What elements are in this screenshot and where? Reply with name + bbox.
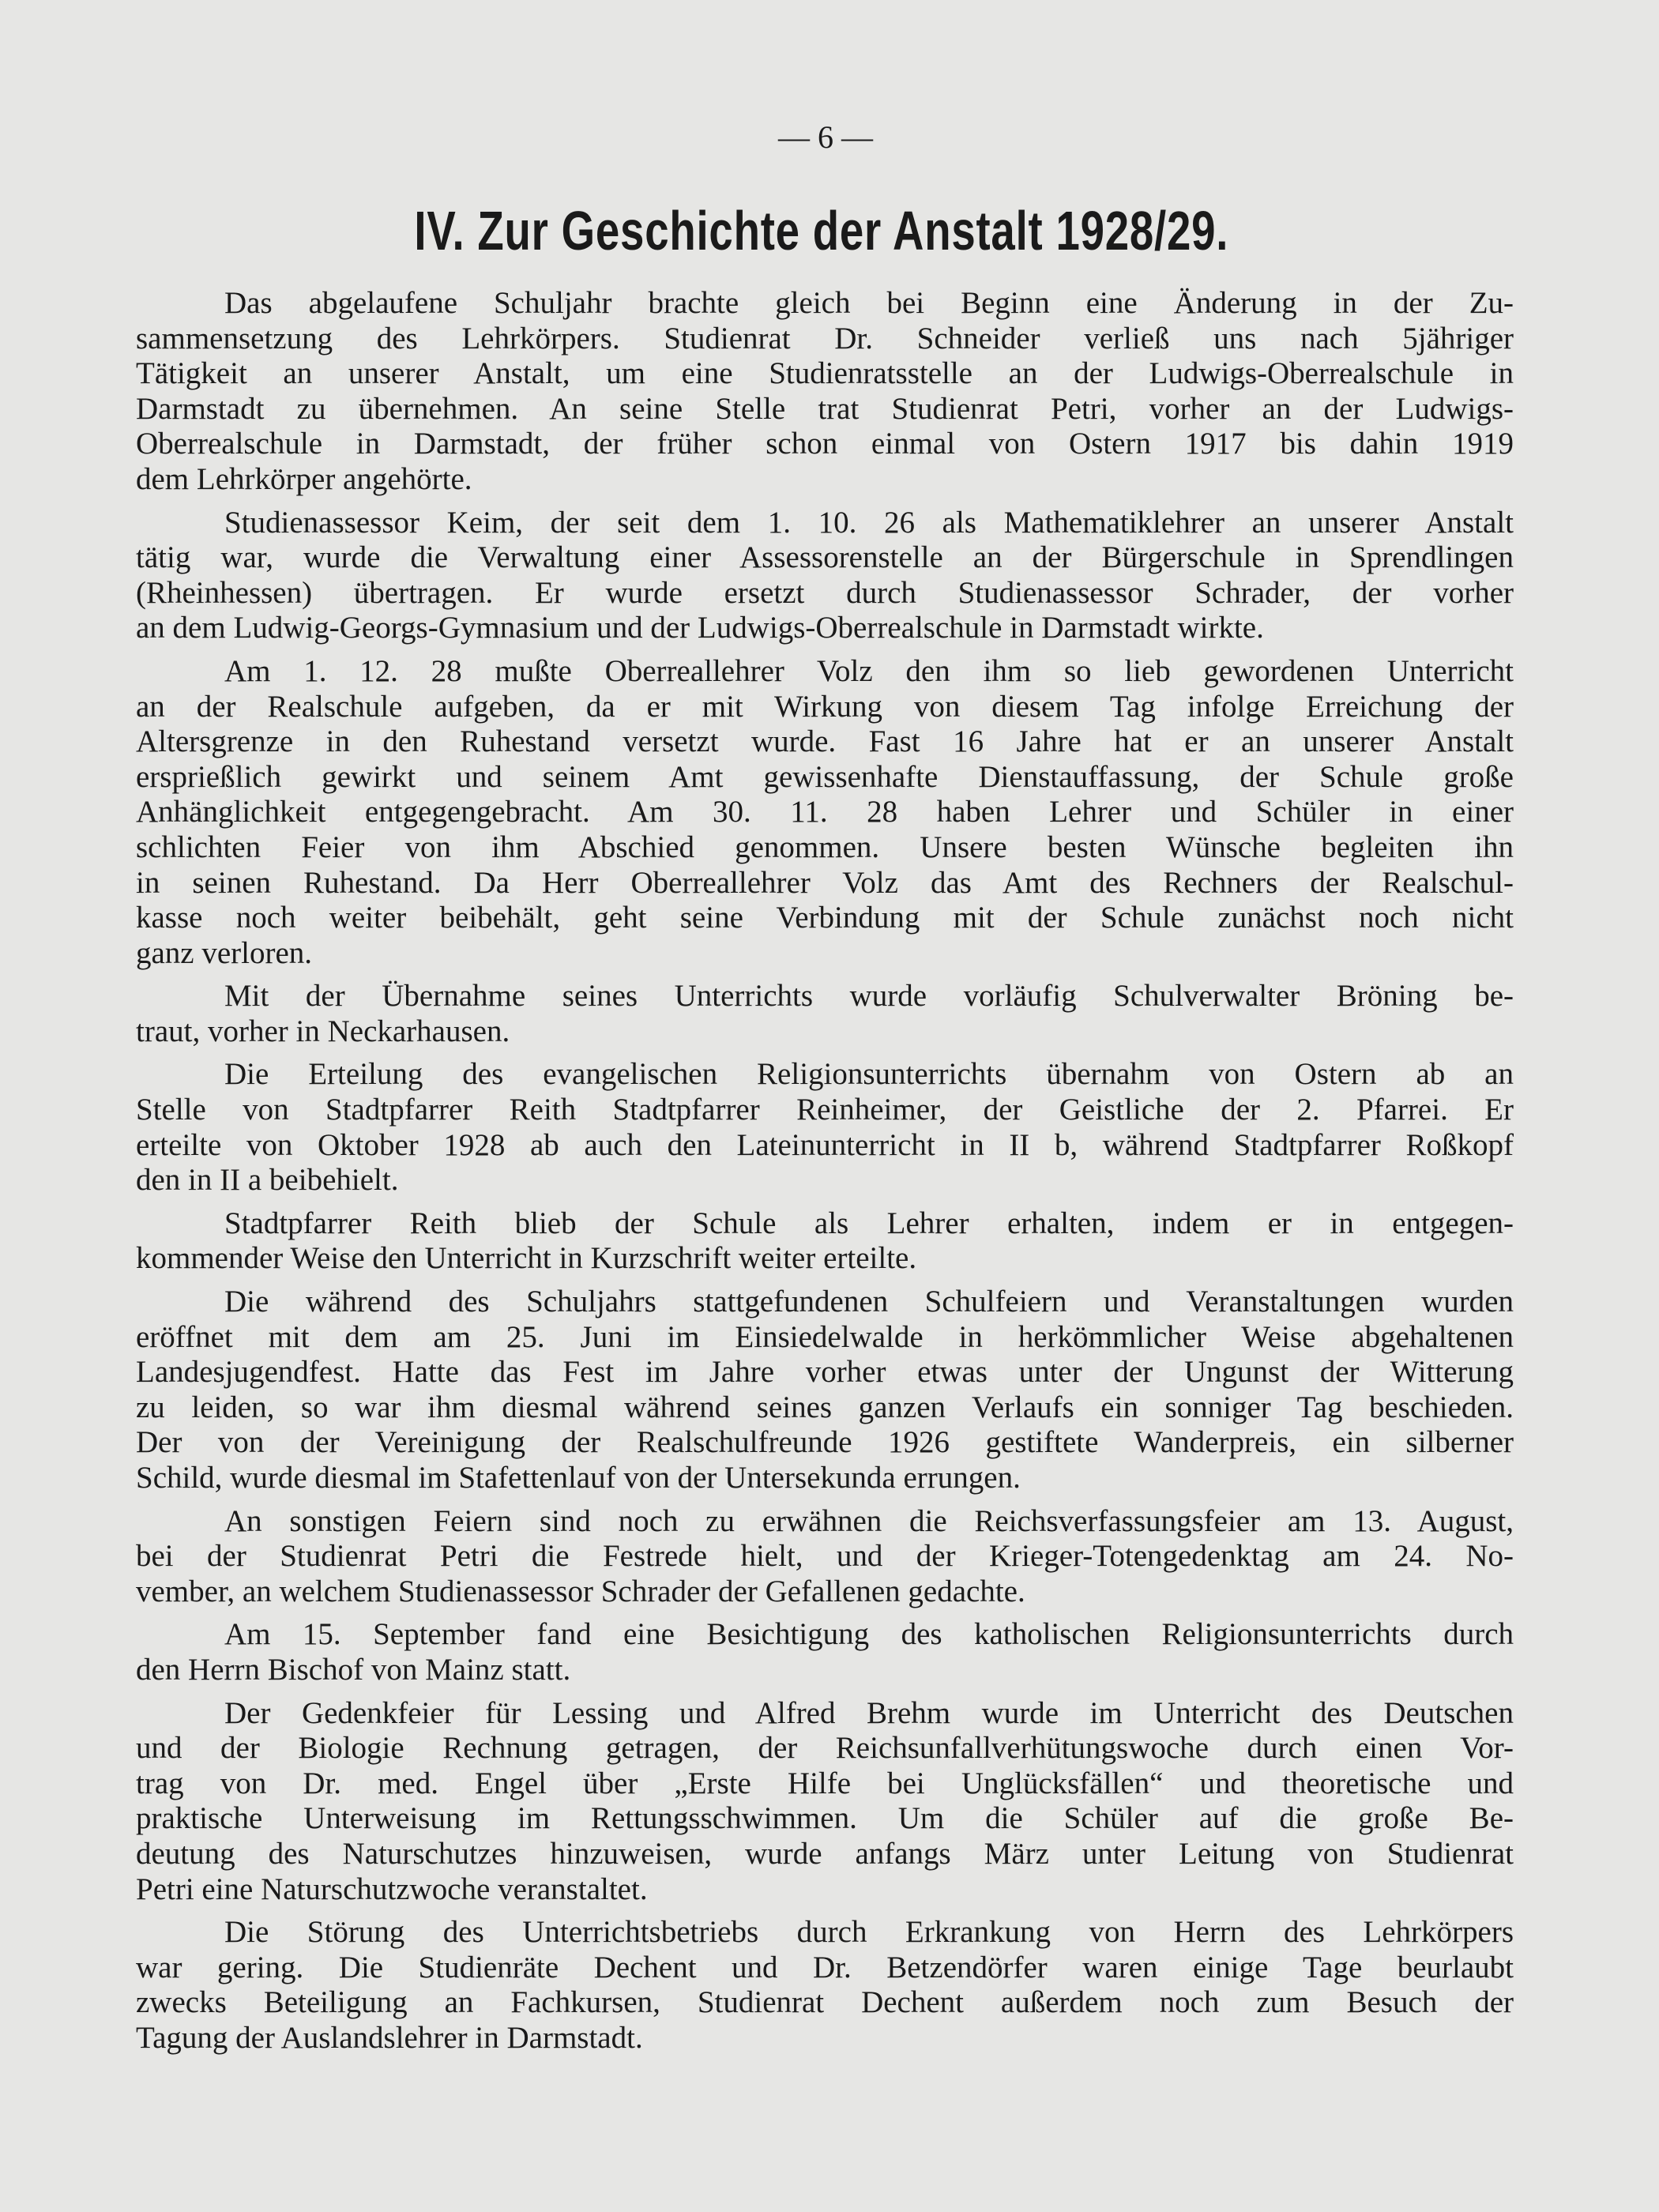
paragraph: [136, 286, 1514, 498]
paragraph-line: kasse noch weiter beibehält, geht seine Verbindung mit der Schule zunächst noch nicht: [136, 901, 1514, 935]
paragraph-line: praktische Unterweisung im Rettungsschwimmen. Um die Schüler auf die große Be-: [136, 1801, 1514, 1836]
paragraph-line: ganz verloren.: [136, 935, 313, 970]
paragraph-line: Der von der Vereinigung der Realschulfreunde 1926 gestiftete Wanderpreis, ein silberner: [136, 1425, 1514, 1460]
paragraph-line: Anhänglichkeit entgegengebracht. Am 30. 11. 28 haben Lehrer und Schüler in einer: [136, 795, 1514, 830]
paragraph-line: An sonstigen Feiern sind noch zu erwähnen die Reichsverfassungsfeier am 13. August,: [224, 1503, 1514, 1538]
paragraph-line: in seinen Ruhestand. Da Herr Oberreallehrer Volz das Amt des Rechners der Realschul-: [136, 865, 1514, 900]
paragraph-line: dem Lehrkörper angehörte.: [136, 461, 472, 496]
paragraph-line: an der Realschule aufgeben, da er mit Wirkung von diesem Tag infolge Erreichung der: [136, 689, 1514, 724]
paragraph: [136, 654, 1514, 971]
section-title: [0, 199, 1643, 262]
paragraph-line: Der Gedenkfeier für Lessing und Alfred Brehm wurde im Unterricht des Deutschen: [224, 1695, 1514, 1730]
paragraph-line: eröffnet mit dem am 25. Juni im Einsiedelwalde in herkömmlicher Weise abgehaltenen: [136, 1319, 1514, 1354]
paragraph: [136, 1696, 1514, 1908]
paragraph-line: ersprießlich gewirkt und seinem Amt gewissenhafte Dienstauffassung, der Schule große: [136, 759, 1514, 794]
paragraph-line: Stelle von Stadtpfarrer Reith Stadtpfarrer Reinheimer, der Geistliche der 2. Pfarrei. Er: [136, 1093, 1514, 1127]
paragraph-line: traut, vorher in Neckarhausen.: [136, 1014, 510, 1048]
paragraph-line: Darmstadt zu übernehmen. An seine Stelle trat Studienrat Petri, vorher an der Ludwigs-: [136, 391, 1514, 426]
paragraph: [136, 1617, 1514, 1687]
paragraph-line: Das abgelaufene Schuljahr brachte gleich bei Beginn eine Änderung in der Zu-: [224, 286, 1514, 320]
paragraph-line: den in II a beibehielt.: [136, 1163, 399, 1198]
paragraph-line: Tagung der Auslandslehrer in Darmstadt.: [136, 2020, 643, 2055]
paragraph-line: kommender Weise den Unterricht in Kurzschrift weiter erteilte.: [136, 1241, 917, 1276]
paragraph-line: war gering. Die Studienräte Dechent und Dr. Betzendörfer waren einige Tage beurlaubt: [136, 1950, 1514, 1984]
page-number: — 6 —: [778, 119, 873, 155]
paragraph-line: vember, an welchem Studienassessor Schrader der Gefallenen gedachte.: [136, 1574, 1025, 1608]
paragraph-line: zwecks Beteiligung an Fachkursen, Studienrat Dechent außerdem noch zum Besuch der: [136, 1985, 1514, 2020]
paragraph-line: erteilte von Oktober 1928 ab auch den Lateinunterricht in II b, während Stadtpfarrer Roßkopf: [136, 1127, 1514, 1162]
paragraph-line: (Rheinhessen) übertragen. Er wurde ersetzt durch Studienassessor Schrader, der vorher: [136, 575, 1514, 610]
paragraph-line: Petri eine Naturschutzwoche veranstaltet.: [136, 1872, 648, 1906]
paragraph: [136, 1285, 1514, 1496]
section-title-text: IV. Zur Geschichte der Anstalt 1928/29.: [414, 200, 1229, 261]
paragraph-line: Oberrealschule in Darmstadt, der früher schon einmal von Ostern 1917 bis dahin 1919: [136, 427, 1514, 461]
paragraph-line: den Herrn Bischof von Mainz statt.: [136, 1652, 571, 1687]
paragraph-line: Am 1. 12. 28 mußte Oberreallehrer Volz den ihm so lieb gewordenen Unterricht: [224, 653, 1514, 688]
paragraph-line: Landesjugendfest. Hatte das Fest im Jahre vorher etwas unter der Ungunst der Witterung: [136, 1355, 1514, 1390]
paragraph-line: Stadtpfarrer Reith blieb der Schule als Lehrer erhalten, indem er in entgegen-: [224, 1206, 1514, 1240]
paragraph-line: sammensetzung des Lehrkörpers. Studienrat Dr. Schneider verließ uns nach 5jähriger: [136, 321, 1514, 356]
paragraph-line: Studienassessor Keim, der seit dem 1. 10. 26 als Mathematiklehrer an unserer Anstalt: [224, 505, 1514, 540]
paragraph-line: Die während des Schuljahrs stattgefundenen Schulfeiern und Veranstaltungen wurden: [224, 1285, 1514, 1319]
paragraph-line: tätig war, wurde die Verwaltung einer Assessorenstelle an der Bürgerschule in Sprendlingen: [136, 540, 1514, 575]
paragraph-line: Altersgrenze in den Ruhestand versetzt wurde. Fast 16 Jahre hat er an unserer Anstalt: [136, 724, 1514, 759]
paragraph: [136, 1206, 1514, 1277]
paragraph: [136, 1504, 1514, 1610]
paragraph-line: deutung des Naturschutzes hinzuweisen, wurde anfangs März unter Leitung von Studienrat: [136, 1836, 1514, 1871]
paragraph-line: bei der Studienrat Petri die Festrede hielt, und der Krieger-Totengedenktag am 24. No-: [136, 1539, 1514, 1574]
document-body: [136, 286, 1514, 2064]
paragraph-line: zu leiden, so war ihm diesmal während seines ganzen Verlaufs ein sonniger Tag beschieden.: [136, 1390, 1514, 1424]
paragraph-line: trag von Dr. med. Engel über „Erste Hilfe bei Unglücksfällen“ und theoretische und: [136, 1766, 1514, 1800]
paragraph-line: Am 15. September fand eine Besichtigung des katholischen Religionsunterrichts durch: [224, 1617, 1514, 1652]
paragraph-line: Mit der Übernahme seines Unterrichts wurde vorläufig Schulverwalter Bröning be-: [224, 979, 1514, 1014]
paragraph-line: an dem Ludwig-Georgs-Gymnasium und der Ludwigs-Oberrealschule in Darmstadt wirkte.: [136, 611, 1264, 645]
paragraph-line: Schild, wurde diesmal im Stafettenlauf von der Untersekunda errungen.: [136, 1461, 1021, 1495]
paragraph-line: Die Störung des Unterrichtsbetriebs durch Erkrankung von Herrn des Lehrkörpers: [224, 1915, 1514, 1950]
paragraph: [136, 1057, 1514, 1198]
paragraph-line: und der Biologie Rechnung getragen, der Reichsunfallverhütungswoche durch einen Vor-: [136, 1731, 1514, 1766]
paragraph: [136, 979, 1514, 1049]
paragraph-line: Die Erteilung des evangelischen Religionsunterrichts übernahm von Ostern ab an: [224, 1057, 1514, 1092]
paragraph: [136, 506, 1514, 646]
paragraph-line: schlichten Feier von ihm Abschied genommen. Unsere besten Wünsche begleiten ihn: [136, 830, 1514, 864]
paragraph-line: Tätigkeit an unserer Anstalt, um eine Studienratsstelle an der Ludwigs-Oberrealschule in: [136, 356, 1514, 391]
paragraph: [136, 1915, 1514, 2056]
